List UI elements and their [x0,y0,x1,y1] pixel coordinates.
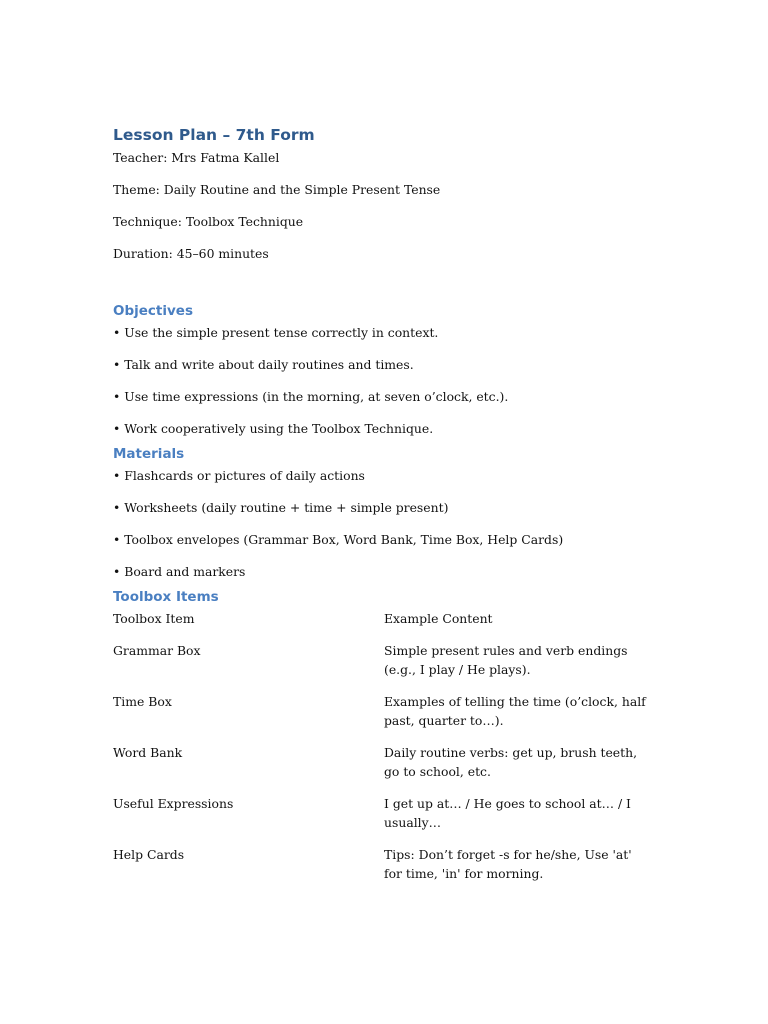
table-header-cell: Example Content [384,611,493,626]
objective-item: • Use time expressions (in the morning, at seven o’clock, etc.). [113,389,509,404]
table-cell: Examples of telling the time (o’clock, half past, quarter to…). [384,693,646,728]
material-item: • Flashcards or pictures of daily actions [113,468,365,483]
materials-heading: Materials [113,446,185,462]
material-item: • Worksheets (daily routine + time + simple present) [113,500,449,515]
theme-line: Theme: Daily Routine and the Simple Present Tense [113,182,441,197]
table-cell: I get up at… / He goes to school at… / I usually… [384,795,631,830]
table-cell: Help Cards [113,846,185,862]
material-item: • Board and markers [113,564,246,579]
objective-item: • Work cooperatively using the Toolbox Technique. [113,421,434,436]
table-row [113,641,653,692]
objective-item: • Talk and write about daily routines and times. [113,357,414,372]
table-cell: Useful Expressions [113,795,234,811]
table-row [113,794,653,845]
table-row [113,692,653,743]
table-header-cell: Toolbox Item [113,611,195,626]
table-row [113,743,653,794]
toolbox-heading: Toolbox Items [113,589,219,605]
table-cell: Simple present rules and verb endings (e.g., I play / He plays). [384,642,628,677]
objectives-heading: Objectives [113,303,193,319]
table-cell: Daily routine verbs: get up, brush teeth, go to school, etc. [384,744,638,779]
document-body [113,124,673,896]
table-cell: Word Bank [113,744,183,760]
table-cell: Tips: Don’t forget -s for he/she, Use 'at' for time, 'in' for morning. [384,846,632,881]
document-title: Lesson Plan – 7th Form [113,126,315,144]
lesson-meta [113,148,673,263]
objective-item: • Use the simple present tense correctly in context. [113,325,439,340]
teacher-line: Teacher: Mrs Fatma Kallel [113,150,280,165]
technique-line: Technique: Toolbox Technique [113,214,304,229]
table-cell: Time Box [113,693,172,709]
table-header-row [113,609,653,641]
table-cell: Grammar Box [113,642,201,658]
material-item: • Toolbox envelopes (Grammar Box, Word Bank, Time Box, Help Cards) [113,532,564,547]
objectives-list [113,323,673,438]
materials-list [113,466,673,581]
table-row [113,845,653,896]
duration-line: Duration: 45–60 minutes [113,246,269,261]
toolbox-table [113,609,653,896]
